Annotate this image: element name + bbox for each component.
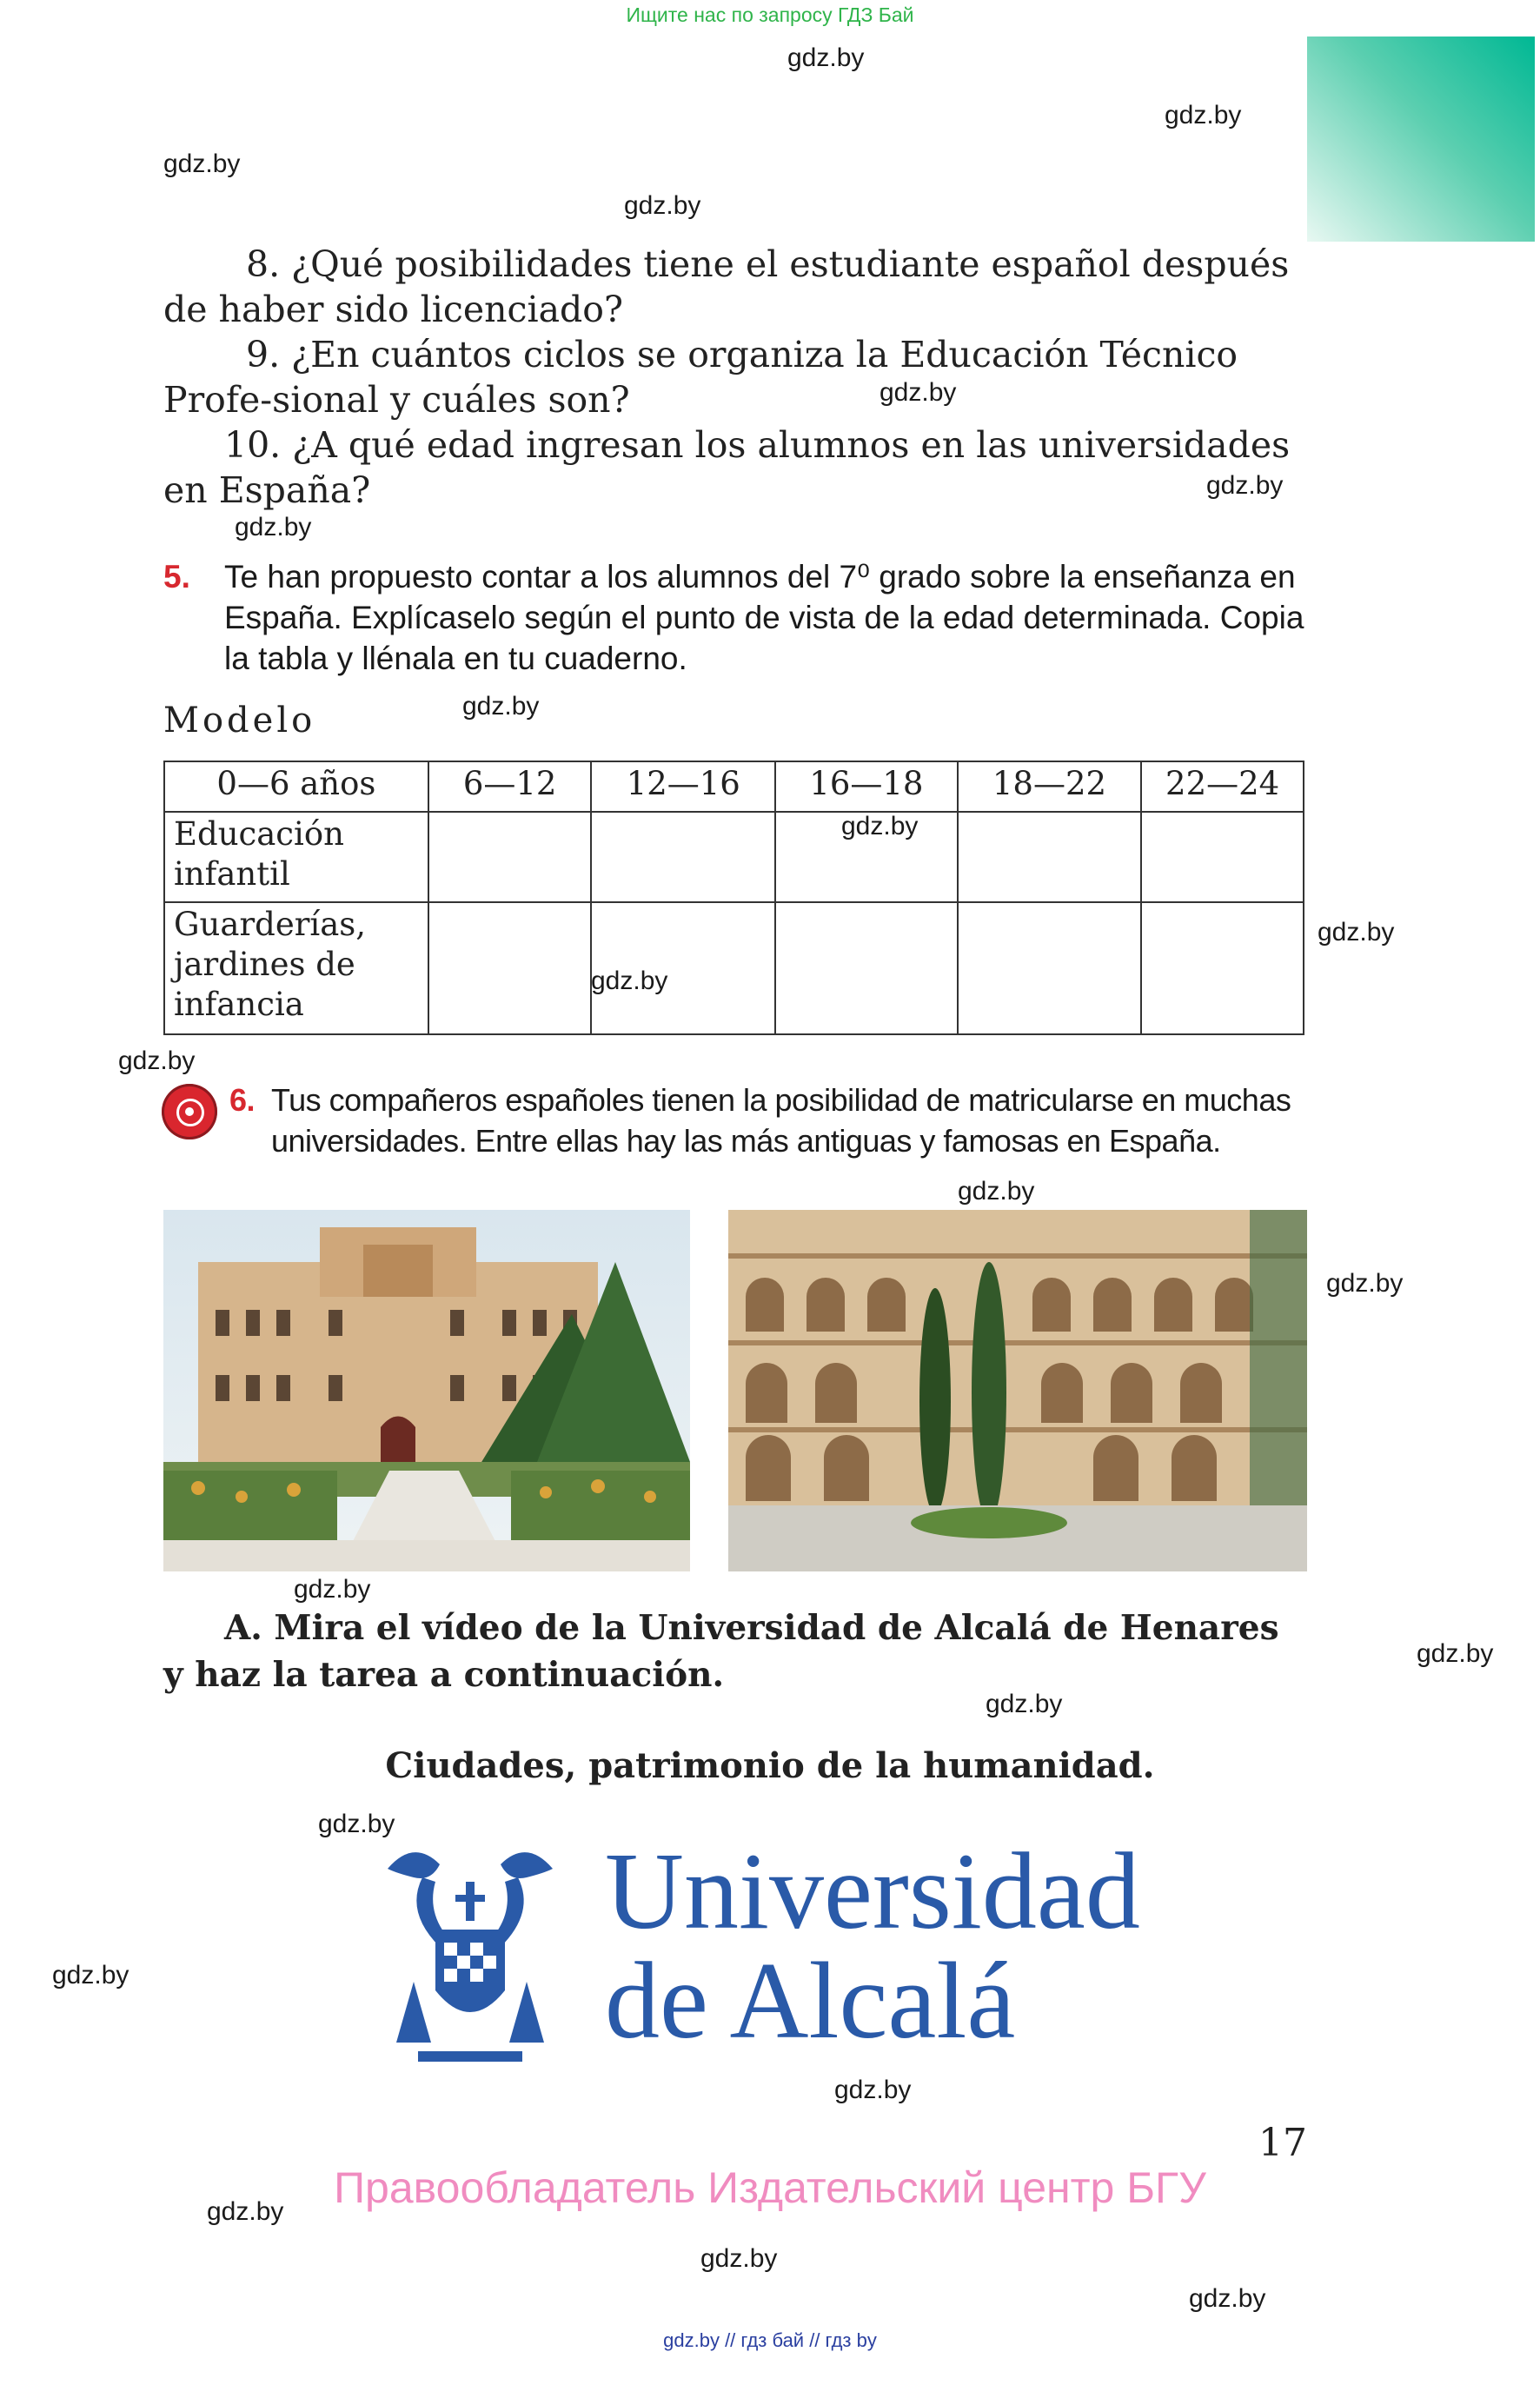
table-cell: Guarderías, jardines de infancia (164, 902, 428, 1034)
watermark: gdz.by (118, 1046, 196, 1075)
watermark: gdz.by (462, 692, 540, 721)
watermark: gdz.by (207, 2197, 284, 2226)
watermark: gdz.by (958, 1177, 1035, 1206)
table-header-row (164, 761, 1304, 812)
modelo-label: Modelo (163, 701, 316, 741)
watermark: gdz.by (986, 1690, 1063, 1718)
table-cell (775, 812, 958, 902)
table-cell (591, 812, 775, 902)
table-cell (1141, 902, 1304, 1034)
audio-disc-icon[interactable] (162, 1084, 217, 1139)
task-number: 5. (163, 559, 190, 595)
question-9 (163, 332, 1307, 422)
watermark: gdz.by (1318, 918, 1395, 947)
watermark: gdz.by (163, 149, 241, 178)
watermark: gdz.by (591, 967, 668, 995)
task-text: Te han propuesto contar a los alumnos del 7⁰ grado sobre la enseñanza en España. Explícaselo según el punto de vista de la edad determinada. Copia la tabla y llénala en tu cuaderno. (224, 559, 1304, 676)
table-row (164, 902, 1304, 1034)
question-text: ¿Qué posibilidades tiene el estudiante español después de haber sido licenciado? (163, 243, 1290, 330)
logo-text-line1: Universidad (605, 1831, 1140, 1952)
subtask-letter: A. (224, 1608, 262, 1648)
task-number: 6. (229, 1082, 256, 1118)
subtask-text: Mira el vídeo de la Universidad de Alcalá de Henares y haz la tarea a continuación. (163, 1608, 1279, 1695)
table-cell (428, 812, 592, 902)
question-8 (163, 242, 1307, 332)
question-10 (163, 422, 1307, 513)
watermark: gdz.by (624, 191, 701, 220)
watermark: gdz.by (1417, 1639, 1494, 1668)
task-text: Tus compañeros españoles tienen la posibilidad de matricularse en muchas universidades. Entre ellas hay las más antiguas y famosas en España. (271, 1082, 1291, 1159)
task-6 (229, 1080, 1316, 1166)
task-5 (163, 556, 1319, 687)
watermark: gdz.by (52, 1961, 129, 1990)
watermark: gdz.by (1165, 101, 1242, 130)
logo-text-line2: de Alcalá (605, 1941, 1016, 2062)
question-text: ¿En cuántos ciclos se organiza la Educación Técnico Profe-sional y cuáles son? (163, 334, 1238, 421)
rights-notice: Правообладатель Издательский центр БГУ (334, 2163, 1206, 2212)
table-cell (958, 812, 1142, 902)
table-header-cell: 0—6 años (164, 761, 428, 812)
watermark: gdz.by (834, 2076, 912, 2104)
top-search-note: Ищите нас по запросу ГДЗ Бай (626, 3, 914, 26)
table-header-cell: 16—18 (775, 761, 958, 812)
watermark: gdz.by (880, 378, 957, 407)
watermark: gdz.by (235, 513, 312, 541)
question-number: 10. (224, 424, 282, 466)
table-header-cell: 12—16 (591, 761, 775, 812)
corner-color-tab (1307, 37, 1535, 242)
table-cell (591, 902, 775, 1034)
watermark: gdz.by (1326, 1269, 1404, 1298)
watermark: gdz.by (1189, 2284, 1266, 2313)
age-table (163, 761, 1304, 1035)
watermark: gdz.by (1206, 471, 1284, 500)
table-header-cell: 6—12 (428, 761, 592, 812)
table-cell (775, 902, 958, 1034)
watermark: gdz.by (787, 43, 865, 72)
table-cell (428, 902, 592, 1034)
table-row (164, 812, 1304, 902)
question-number: 8. (246, 243, 281, 285)
watermark: gdz.by (294, 1575, 371, 1604)
university-logo (370, 1831, 1140, 2077)
watermark: gdz.by (841, 812, 919, 840)
university-facade-photo (163, 1210, 690, 1571)
table-cell: Educación infantil (164, 812, 428, 902)
table-header-cell: 18—22 (958, 761, 1142, 812)
section-heading: Ciudades, patrimonio de la humanidad. (385, 1745, 1155, 1786)
watermark: gdz.by (700, 2244, 778, 2273)
disc-center (185, 1107, 194, 1116)
subtask-a (163, 1604, 1307, 1698)
question-number: 9. (246, 334, 281, 375)
page-number: 17 (1258, 2121, 1307, 2165)
table-cell (1141, 812, 1304, 902)
bottom-links-note: gdz.by // гдз бай // гдз by (663, 2329, 877, 2351)
watermark: gdz.by (318, 1810, 395, 1838)
table-cell (958, 902, 1142, 1034)
university-crest-icon (370, 1834, 570, 2077)
university-courtyard-photo (728, 1210, 1307, 1571)
question-text: ¿A qué edad ingresan los alumnos en las universidades en España? (163, 424, 1291, 511)
table-header-cell: 22—24 (1141, 761, 1304, 812)
